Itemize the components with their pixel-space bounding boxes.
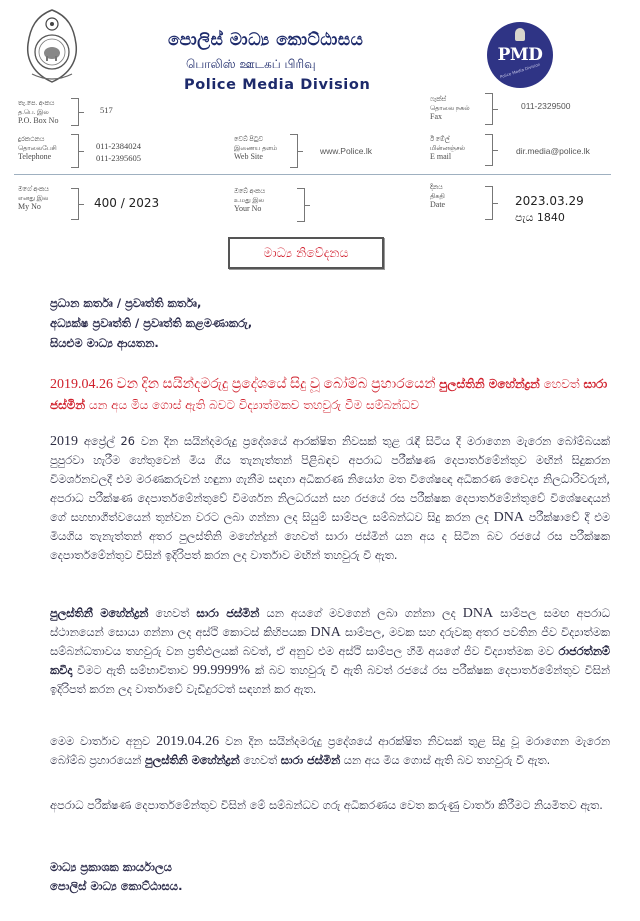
body-paragraph-4: අපරාධ පරීක්ෂණ දෙපාර්තමේන්තුව විසින් මේ සම්බන්ධව ගරු අධිකරණය වෙත කරුණු වාර්තා කිරීමට නියමිතව ඇත.	[50, 799, 603, 812]
bracket	[485, 93, 493, 125]
telephone-2: 011-2395605	[96, 153, 142, 163]
telephone-1: 011-2384024	[96, 141, 142, 151]
org-title-tamil: பொலிஸ் ஊடகப் பிரிவு	[186, 57, 316, 71]
fax-label: ෆැක්ස් தொலை நகல் Fax	[430, 96, 470, 121]
time-value: පැය 1840	[515, 211, 565, 224]
pmd-crest-icon	[515, 28, 525, 41]
document-heading: මාධ්‍ය නිවේදනය	[228, 237, 384, 269]
pmd-logo-text: PMD	[497, 45, 543, 65]
body-paragraph-1: 2019 අප්‍රේල් 26 වන දින සයින්දමරුදු ප්‍රදේශයේ ආරක්ෂිත නිවසක් තුළ රැඳී සිටිය දී මරාගෙන මැරෙන බෝම්බයක් පුපුරවා හැරීම හේතුවෙන් මිය ගිය තැනැත්තන් පිළිබඳව අපරාධ පරීක්ෂණ දෙපාර්තමේන්තුව මඟින් සිදුකරන විමර්ශනවලදී එම මරණකරුවන් හඳුනා ගැනීම සඳහා අධිකරණ නියෝග මත විශේෂඥ අධිකරණ වෛද්‍ය නිලධාරිවරුන්, අපරාධ පරීක්ෂණ දෙපාර්තමේන්තුවේ විමර්ශන නිලධරයන් සහ රජයේ රස පරීක්ෂක දෙපාර්තමේන්තුවේ විශේෂඥයන් ගේ සහභාගීත්වයෙන් තුන්වන වරට ලබා ගන්නා ලද සියුම් සාම්පල සම්බන්ධව සිදු කරන ලද DNA පරීක්ෂාවේ දී එම මියගිය තැනැත්තන් අතර පුලස්තිනි මහේන්ද්‍රන් හෙවත් සාරා ජස්මින් යන අය ද සිටින බව රජයේ රස පරීක්ෂක දෙපාර්තමේන්තුව විසින් ඉදිරිපත් කරන ලද වාර්තාව මඟින් තහවුරු වී ඇත.	[50, 434, 610, 562]
addressee-line: සියළුම මාධ්‍ය ආයතන.	[50, 336, 159, 350]
pmd-logo-subtext: Police Media Division	[499, 61, 541, 80]
your-no-label: ඔබේ අංකය உமது இல Your No	[234, 188, 266, 213]
po-box-value: 517	[100, 105, 113, 115]
body-paragraph-2: පුලස්තිනී මහේන්ද්‍රන් හෙවත් සාරා ජස්මින් යන අයගේ මවගෙන් ලබා ගන්නා ලද DNA සාම්පල සමඟ අපරාධ ස්ථානයෙන් සොයා ගන්නා ලද අස්ථි කොටස් කිහිපයක DNA සාම්පල, මවක සහ දරුවකු අතර පවතින ජීව විද්‍යාත්මක සම්බන්ධතාවය තහවුරු වන ප්‍රතිඵලයක් බවත්, ඒ අනුව එම අස්ථි සාම්පල හිමි අයගේ ජීව විද්‍යාත්මක මව රාජරත්නම් කවීදා වීමට ඇති සම්භාවිතාව 99.9999% ක් බව තහවුරු වී ඇති බවත් රජයේ රස පරීක්ෂක දෙපාර්තමේන්තුව විසින් ඉදිරිපත් කරන ලද වාර්තාවේ වැඩිදුරටත් සඳහන් කර ඇත.	[50, 606, 610, 696]
email-label: ඊ මේල් மின்னஞ்சல் E mail	[430, 136, 465, 161]
divider	[14, 174, 611, 175]
fax-value: 011-2329500	[521, 101, 571, 111]
bracket	[71, 134, 79, 168]
bracket	[290, 134, 298, 168]
signature-line: මාධ්‍ය ප්‍රකාශක කාර්යාලය	[50, 860, 172, 874]
addressee-line: අධ්‍යක්ෂ ප්‍රවෘත්ති / ප්‍රවෘත්ති කළමණාකරු,	[50, 316, 253, 330]
telephone-values	[96, 140, 141, 164]
website-label: වෙබ් පිටුව இணைய தளம் Web Site	[234, 136, 278, 161]
addressee-block	[50, 293, 252, 353]
org-title-sinhala: පොලිස් මාධ්‍ය කොට්ඨාසය	[168, 30, 364, 50]
org-title-english: Police Media Division	[184, 77, 371, 93]
bracket	[485, 186, 493, 220]
date-label: දිනය திகதி Date	[430, 184, 446, 209]
bracket	[485, 134, 493, 166]
website-link[interactable]: www.Police.lk	[320, 146, 372, 156]
bracket	[71, 98, 79, 126]
addressee-line: ප්‍රධාන කර්තෘ / ප්‍රවෘත්ති කර්තෘ,	[50, 296, 202, 310]
bracket	[297, 188, 305, 222]
subject-line: 2019.04.26 වන දින සයින්දමරුදු ප්‍රදේශයේ සිදු වූ බෝම්බ ප්‍රහාරයෙන් පුලස්තිනි මහේන්ද්‍රන් හෙවත් සාරා ජස්මින් යන අය මිය ගොස් ඇති බවට විද්‍යාත්මකව තහවුරු වීම සම්බන්ධව	[50, 377, 608, 412]
police-crest-logo	[22, 8, 82, 84]
signature-line: පොලිස් මාධ්‍ය කොට්ඨාසය.	[50, 879, 183, 893]
telephone-label: දුරකථනය தொலைபேசி Telephone	[18, 136, 57, 161]
email-link[interactable]: dir.media@police.lk	[516, 146, 590, 156]
body-paragraph-3: මෙම වාර්තාව අනුව 2019.04.26 වන දින සයින්දමරුදු ප්‍රදේශයේ ආරක්ෂිත නිවසක් තුළ සිදු වූ මරාගෙන මැරෙන බෝම්බ ප්‍රහාරයෙන් පුලස්තිනි මහේන්ද්‍රන් හෙවත් සාරා ජස්මින් යන අය මිය ගොස් ඇති බව තහවුරු වී ඇත.	[50, 734, 610, 767]
pmd-logo	[487, 22, 553, 88]
my-no-value: 400 / 2023	[94, 196, 160, 210]
signature-block	[50, 858, 182, 896]
po-box-label: තැ.පෙ. අංකය த.பெ. இல P.O. Box No	[18, 100, 59, 125]
bracket	[71, 188, 79, 220]
date-value: 2023.03.29	[515, 194, 584, 208]
my-no-label: මගේ අංකය எனது இல My No	[18, 186, 49, 211]
